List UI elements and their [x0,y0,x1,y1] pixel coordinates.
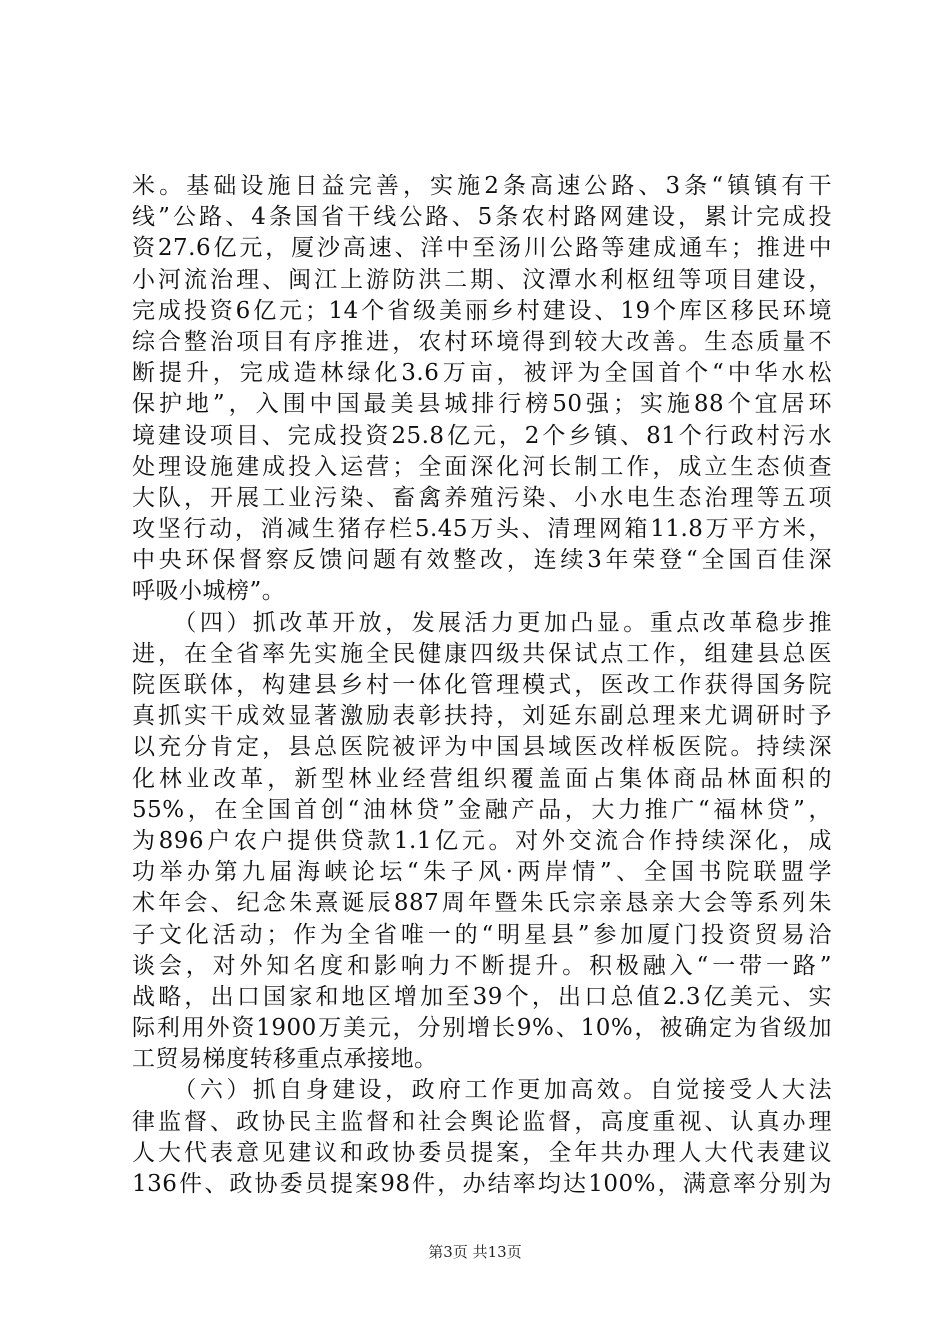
text-line: 为896户农户提供贷款1.1亿元。对外交流合作持续深化，成 [132,827,832,854]
text-line: 呼吸小城榜”。 [132,578,286,605]
text-line: 真抓实干成效显著激励表彰扶持，刘延东副总理来尤调研时予 [132,703,832,730]
text-line: 院医联体，构建县乡村一体化管理模式，医改工作获得国务院 [132,672,832,698]
text-line: 律监督、政协民主监督和社会舆论监督，高度重视、认真办理 [132,1108,832,1135]
text-line: 人大代表意见建议和政协委员提案，全年共办理人大代表建议 [132,1139,832,1166]
text-line: 功举办第九届海峡论坛“朱子风·两岸情”、全国书院联盟学 [132,859,832,886]
text-line: 境建设项目、完成投资25.8亿元，2个乡镇、81个行政村污水 [132,422,832,449]
text-line: 完成投资6亿元；14个省级美丽乡村建设、19个库区移民环境 [132,297,832,324]
text-line: 子文化活动；作为全省唯一的“明星县”参加厦门投资贸易洽 [132,921,832,948]
text-line: 线”公路、4条国省干线公路、5条农村路网建设，累计完成投 [132,204,832,231]
text-line: 中央环保督察反馈问题有效整改，连续3年荣登“全国百佳深 [132,547,832,574]
text-line: 进，在全省率先实施全民健康四级共保试点工作，组建县总医 [132,640,832,667]
text-line: 大队，开展工业污染、畜禽养殖污染、小水电生态治理等五项 [132,484,832,511]
text-line: 小河流治理、闽江上游防洪二期、汶潭水利枢纽等项目建设， [132,266,832,293]
text-line: 保护地”，入围中国最美县城排行榜50强；实施88个宜居环 [132,391,832,418]
text-line: 资27.6亿元，厦沙高速、洋中至汤川公路等建成通车；推进中 [132,235,832,262]
text-line: 攻坚行动，消减生猪存栏5.45万头、清理网箱11.8万平方米， [132,516,832,543]
text-line: 谈会，对外知名度和影响力不断提升。积极融入“一带一路” [132,952,832,979]
text-line: 综合整治项目有序推进，农村环境得到较大改善。生态质量不 [132,328,832,355]
text-line: 化林业改革，新型林业经营组织覆盖面占集体商品林面积的 [132,765,832,792]
text-line: 以充分肯定，县总医院被评为中国县域医改样板医院。持续深 [132,734,832,761]
text-line: 工贸易梯度转移重点承接地。 [132,1046,438,1073]
text-line: 米。基础设施日益完善，实施2条高速公路、3条“镇镇有干 [132,173,832,199]
body-text [132,171,832,1200]
text-line: （四）抓改革开放，发展活力更加凸显。重点改革稳步推 [132,609,832,636]
text-line: 处理设施建成投入运营；全面深化河长制工作，成立生态侦查 [132,453,832,480]
text-line: 断提升，完成造林绿化3.6万亩，被评为全国首个“中华水松 [132,360,832,387]
text-line: 术年会、纪念朱熹诞辰887周年暨朱氏宗亲恳亲大会等系列朱 [132,890,832,917]
text-line: 战略，出口国家和地区增加至39个，出口总值2.3亿美元、实 [132,983,832,1010]
text-line: 55%，在全国首创“油林贷”金融产品，大力推广“福林贷”， [132,796,832,823]
page-footer: 第3页 共13页 [428,1243,522,1261]
text-line: 136件、政协委员提案98件，办结率均达100%，满意率分别为 [132,1171,832,1197]
text-line: 际利用外资1900万美元，分别增长9%、10%，被确定为省级加 [132,1015,832,1042]
text-line: （六）抓自身建设，政府工作更加高效。自觉接受人大法 [132,1077,832,1104]
